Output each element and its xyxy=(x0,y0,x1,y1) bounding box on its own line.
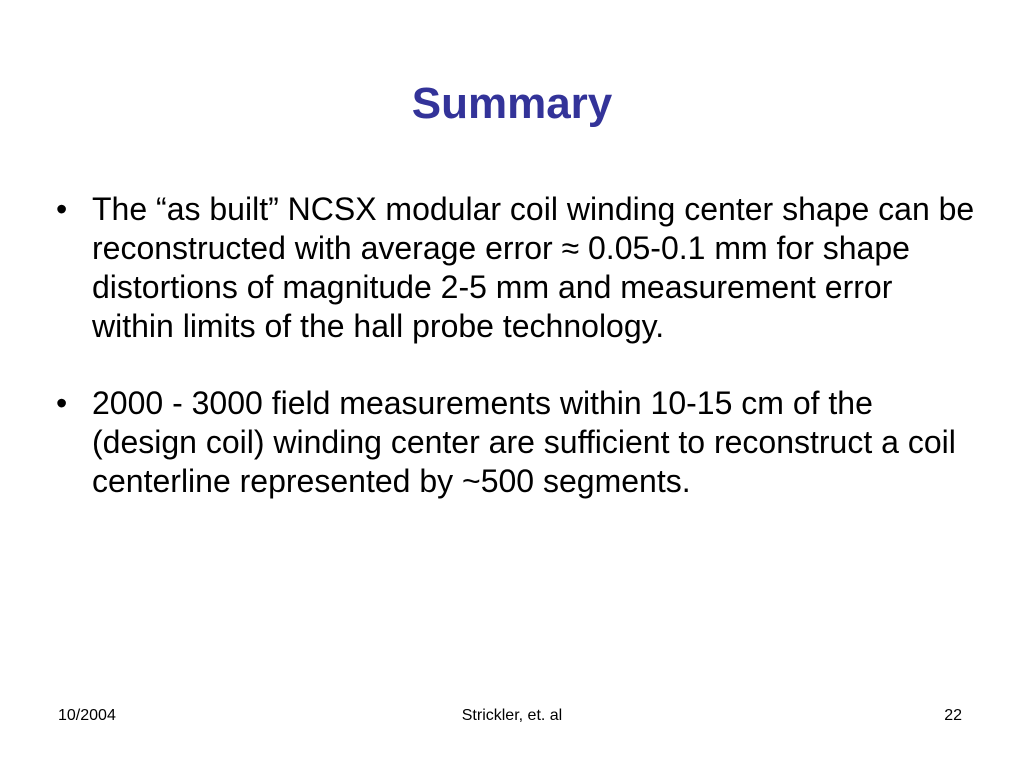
bullet-marker: • xyxy=(56,191,68,227)
footer-date: 10/2004 xyxy=(58,707,116,724)
bullet-text: 2000 - 3000 field measurements within 10-15 cm of the (design coil) winding center are sufficient to reconstruct a coil centerline represented by ~500 segments. xyxy=(92,385,956,499)
slide-title: Summary xyxy=(411,79,613,128)
footer-page-number: 22 xyxy=(944,707,962,724)
bullet-text: The “as built” NCSX modular coil winding center shape can be reconstructed with average error ≈ 0.05-0.1 mm for shape distortions of magnitude 2-5 mm and measurement error within limits of the hall probe technology. xyxy=(92,191,975,344)
bullet-item xyxy=(56,384,976,501)
bullet-item xyxy=(56,190,976,346)
bullet-marker: • xyxy=(56,385,68,421)
bullet-list xyxy=(56,190,976,501)
footer-author: Strickler, et. al xyxy=(461,707,563,724)
